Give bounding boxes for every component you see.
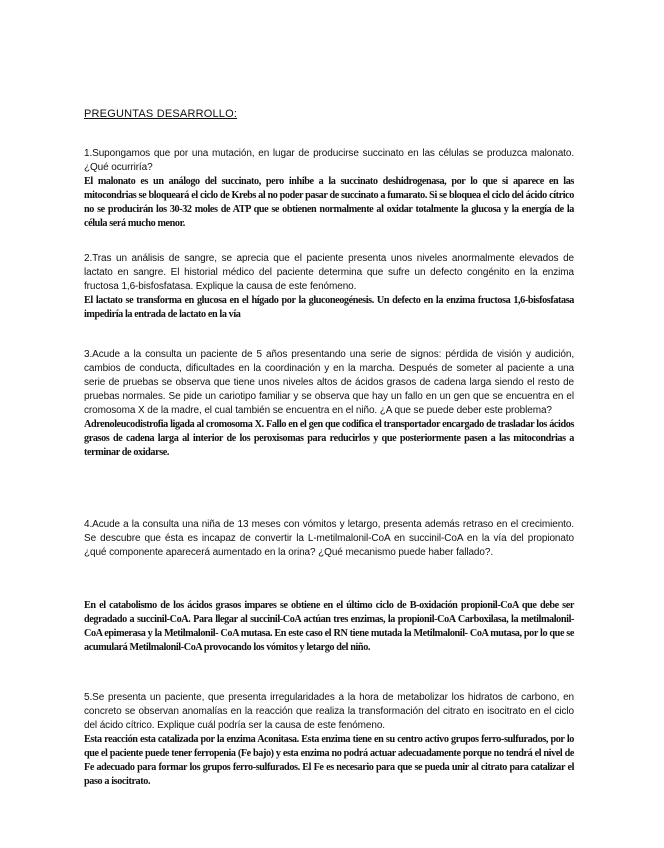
question-block-3 bbox=[84, 348, 574, 460]
question-4: 4.Acude a la consulta una niña de 13 meses con vómitos y letargo, presenta además retraso en el crecimiento. Se descubre que ésta es incapaz de convertir la L-metilmalonil-CoA en succinil-CoA en la vía del propionato ¿qué componente aparecerá aumentado en la orina? ¿Qué mecanismo puede haber fallado?. bbox=[84, 519, 574, 558]
question-block-4 bbox=[84, 518, 574, 560]
answer-block-4 bbox=[84, 599, 574, 655]
answer-2: El lactato se transforma en glucosa en el hígado por la gluconeogénesis. Un defecto en la enzima fructosa 1,6-bisfosfatasa impediría la entrada de lactato en la vía bbox=[84, 295, 574, 320]
question-block-2 bbox=[84, 252, 574, 322]
question-block-5 bbox=[84, 691, 574, 789]
section-heading: PREGUNTAS DESARROLLO: bbox=[84, 108, 238, 120]
question-2: 2.Tras un análisis de sangre, se aprecia que el paciente presenta unos niveles anormalmente elevados de lactato en sangre. El historial médico del paciente determina que sufre un defecto congénito en la enzima fructosa 1,6-bisfosfatasa. Explique la causa de este fenómeno. bbox=[84, 253, 574, 292]
answer-5: Esta reacción esta catalizada por la enzima Aconitasa. Esta enzima tiene en su centro activo grupos ferro-sulfurados, por lo que el paciente puede tener ferropenia (Fe bajo) y esta enzima no podrá actuar adecuadamente porque no tendrá el nivel de Fe adecuado para formar los grupos ferro-sulfurados. El Fe es necesario para que se pueda unir al citrato para catalizar el paso a isocitrato. bbox=[84, 734, 574, 787]
question-1: 1.Supongamos que por una mutación, en lugar de producirse succinato en las células se produzca malonato. ¿Qué ocurriría? bbox=[84, 148, 574, 173]
answer-1: El malonato es un análogo del succinato, pero inhibe a la succinato deshidrogenasa, por lo que si aparece en las mitocondrias se bloqueará el ciclo de Krebs al no poder pasar de succinato a fumarato. Si se bloquea el ciclo del ácido cítrico no se producirán los 30-32 moles de ATP que se obtienen normalmente al oxidar totalmente la glucosa y la energía de la célula será mucho menor. bbox=[84, 176, 574, 229]
question-3: 3.Acude a la consulta un paciente de 5 años presentando una serie de signos: pérdida de visión y audición, cambios de conducta, dificultades en la coordinación y en la marcha. Después de someter al paciente a una serie de pruebas se observa que tiene unos niveles altos de ácidos grasos de cadena larga siendo el resto de pruebas normales. Se pide un cariotipo familiar y se observa que hay un fallo en un gen que se encuentra en el cromosoma X de la madre, el cual también se encuentra en el niño. ¿A que se puede deber este problema? bbox=[84, 349, 574, 416]
answer-4: En el catabolismo de los ácidos grasos impares se obtiene en el último ciclo de B-oxidación propionil-CoA que debe ser degradado a succinil-CoA. Para llegar al succinil-CoA actúan tres enzimas, la propionil-CoA Carboxilasa, la metilmalonil-CoA epimerasa y la Metilmalonil- CoA mutasa. En este caso el RN tiene mutada la Metilmalonil- CoA mutasa, por lo que se acumulará Metilmalonil-CoA provocando los vómitos y letargo del niño. bbox=[84, 600, 574, 653]
answer-3: Adrenoleucodistrofia ligada al cromosoma X. Fallo en el gen que codifica el transportador encargado de trasladar los ácidos grasos de cadena larga al interior de los peroxisomas para reducirlos y que posteriormente pasen a las mitocondrias a terminar de oxidarse. bbox=[84, 419, 574, 458]
question-5: 5.Se presenta un paciente, que presenta irregularidades a la hora de metabolizar los hidratos de carbono, en concreto se observan anomalías en la reacción que realiza la transformación del citrato en isocitrato en el ciclo del ácido cítrico. Explique cuál podría ser la causa de este fenómeno. bbox=[84, 692, 574, 731]
question-block-1 bbox=[84, 147, 574, 231]
